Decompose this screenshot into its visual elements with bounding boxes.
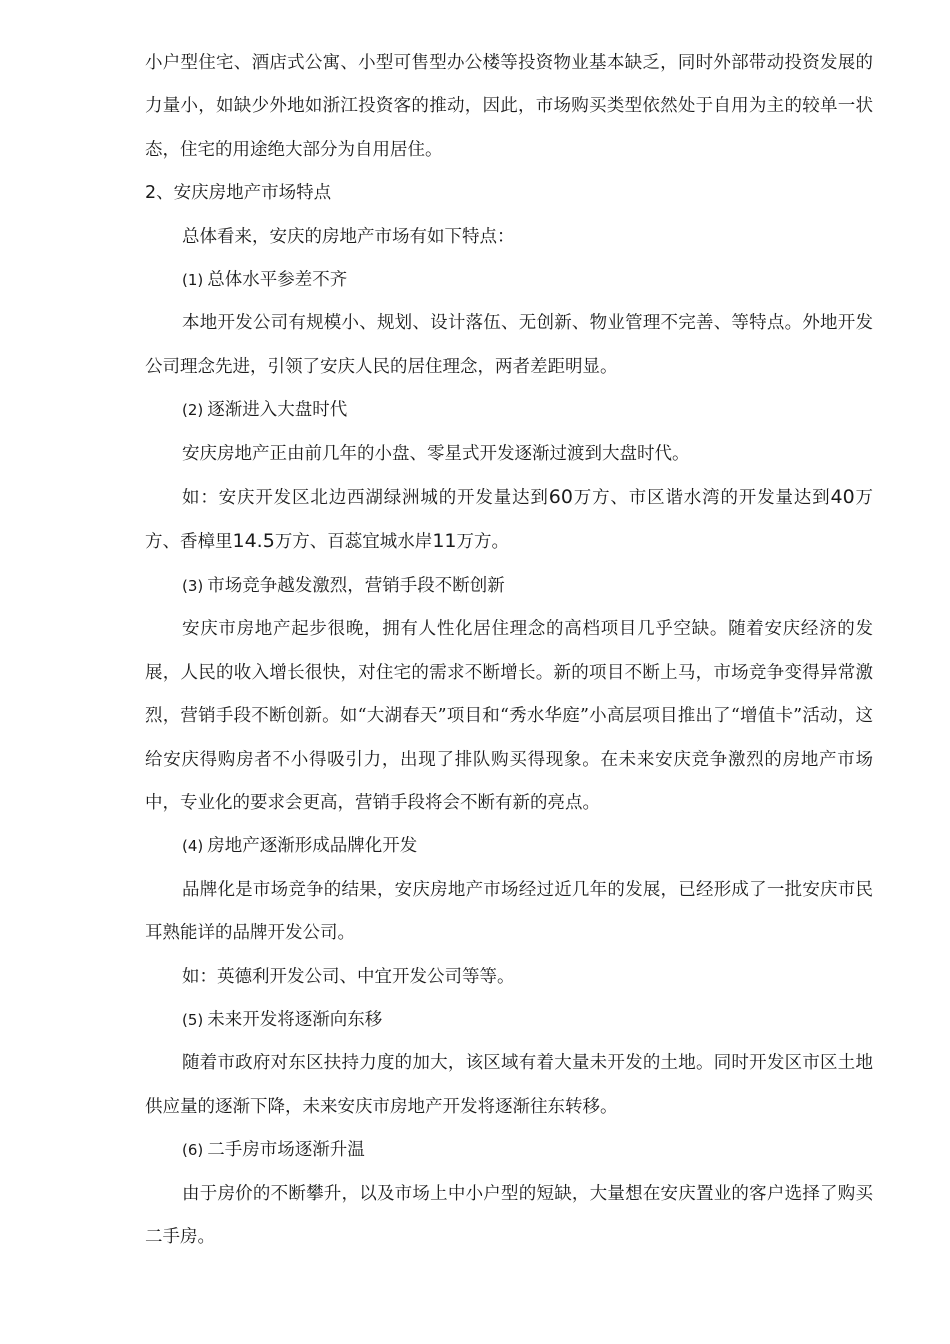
paragraph-item1: 本地开发公司有规模小、规划、设计落伍、无创新、物业管理不完善、等特点。外地开发公司理念先进，引领了安庆人民的居住理念，两者差距明显。 (145, 313, 873, 377)
example-number: 60 (548, 486, 573, 509)
paragraph-item2-example (145, 476, 873, 565)
example-text: 万方。 (456, 532, 509, 553)
example-text: 万方、市区谐水湾的开发量达到 (572, 488, 831, 509)
example-number: 40 (830, 486, 855, 509)
document-body (145, 42, 873, 1259)
subheading-number: (3) (182, 576, 204, 595)
subheading-3 (145, 565, 873, 608)
subheading-title: 总体水平参差不齐 (207, 270, 348, 291)
subheading-title: 未来开发将逐渐向东移 (207, 1009, 383, 1030)
subheading-title: 逐渐进入大盘时代 (207, 400, 348, 421)
subheading-title: 市场竞争越发激烈，营销手段不断创新 (207, 575, 505, 596)
paragraph-item5: 随着市政府对东区扶持力度的加大，该区域有着大量未开发的土地。同时开发区市区土地供应量的逐渐下降，未来安庆市房地产开发将逐渐往东转移。 (145, 1053, 873, 1117)
subheading-2 (145, 389, 873, 432)
subheading-number: (5) (182, 1010, 204, 1029)
subheading-5 (145, 999, 873, 1042)
subheading-title: 二手房市场逐渐升温 (207, 1140, 365, 1161)
subheading-number: (6) (182, 1141, 204, 1160)
subheading-4 (145, 825, 873, 868)
paragraph-item6: 由于房价的不断攀升，以及市场上中小户型的短缺，大量想在安庆置业的客户选择了购买二手房。 (145, 1183, 873, 1247)
paragraph-intro: 总体看来，安庆的房地产市场有如下特点： (182, 226, 515, 247)
subheading-1 (145, 259, 873, 302)
section-number: 2 (145, 183, 157, 204)
example-number: 11 (432, 530, 457, 553)
example-text: 万方、百蕊宜城水岸 (274, 532, 433, 553)
section-title: 、安庆房地产市场特点 (156, 183, 332, 204)
example-text: 万方、香樟里 (145, 488, 874, 553)
paragraph-investment: 小户型住宅、酒店式公寓、小型可售型办公楼等投资物业基本缺乏，同时外部带动投资发展的力量小，如缺少外地如浙江投资客的推动，因此，市场购买类型依然处于自用为主的较单一状态，住宅的用途绝大部分为自用居住。 (145, 53, 873, 160)
subheading-6 (145, 1129, 873, 1172)
subheading-number: (4) (182, 837, 204, 856)
paragraph-item4: 品牌化是市场竞争的结果，安庆房地产市场经过近几年的发展，已经形成了一批安庆市民耳熟能详的品牌开发公司。 (145, 879, 873, 944)
paragraph-item4-example: 如：英德利开发公司、中宜开发公司等等。 (182, 966, 515, 987)
subheading-number: (1) (182, 271, 204, 290)
paragraph-item2: 安庆房地产正由前几年的小盘、零星式开发逐渐过渡到大盘时代。 (182, 443, 690, 464)
subheading-title: 房地产逐渐形成品牌化开发 (207, 836, 418, 857)
section-heading-2 (145, 172, 873, 215)
paragraph-item3: 安庆市房地产起步很晚，拥有人性化居住理念的高档项目几乎空缺。随着安庆经济的发展，人民的收入增长很快，对住宅的需求不断增长。新的项目不断上马，市场竞争变得异常激烈，营销手段不断创新。如“大湖春天”项目和“秀水华庭”小高层项目推出了“增值卡”活动，这给安庆得购房者不小得吸引力，出现了排队购买得现象。在未来安庆竞争激烈的房地产市场中，专业化的要求会更高，营销手段将会不断有新的亮点。 (145, 619, 873, 813)
example-text: 如：安庆开发区北边西湖绿洲城的开发量达到 (182, 488, 549, 509)
subheading-number: (2) (182, 401, 204, 420)
example-number: 14.5 (232, 530, 275, 553)
